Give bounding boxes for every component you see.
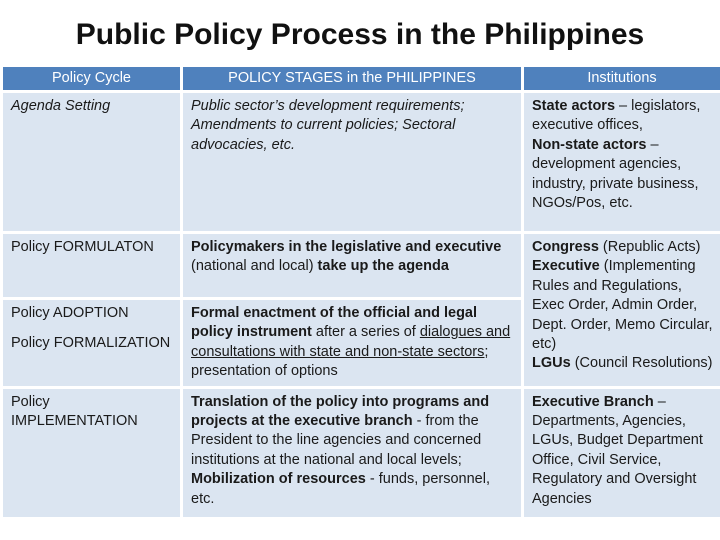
header-policy-cycle: Policy Cycle (3, 67, 180, 90)
stage-implementation-part2: - from the President to the line agencies and concerned institutions at the national and local levels; (191, 413, 482, 468)
stage-implementation-part1: Translation of the policy into programs and projects at the executive branch (191, 393, 490, 430)
stage-adoption (180, 300, 521, 386)
executive-text: (Implementing Rules and Regulations, Exec Order, Admin Order, Dept. Order, Memo Circular, etc) (532, 258, 713, 353)
non-state-actors-label: Non-state actors (532, 136, 647, 153)
lgus-text: (Council Resolutions) (570, 355, 713, 372)
institutions-agenda-setting (521, 93, 720, 231)
stage-adoption-part3: dialogues and consultations with state and non-state sectors; (191, 324, 511, 360)
cycle-formalization-label: Policy FORMALIZATION (11, 335, 171, 352)
stage-implementation (180, 389, 521, 517)
non-state-actors-text: – development agencies, industry, private business, NGOs/Pos, etc. (532, 136, 699, 212)
stage-adoption-part4: presentation of options (191, 363, 338, 380)
executive-branch-text: – Departments, Agencies, LGUs, Budget Department Office, Civil Service, Regulatory and Oversight Agencies (532, 393, 703, 507)
header-policy-stages: POLICY STAGES in the PHILIPPINES (180, 67, 521, 90)
table-row-formulation (3, 234, 720, 297)
state-actors-text: – legislators, executive offices, (532, 98, 701, 134)
state-actors-label: State actors (532, 98, 616, 114)
executive-label: Executive (532, 258, 600, 275)
slide-title: Public Policy Process in the Philippines (75, 18, 645, 51)
header-institutions: Institutions (521, 67, 720, 90)
lgus-label: LGUs (532, 355, 571, 372)
cycle-adoption-label: Policy ADOPTION (11, 305, 129, 321)
table-row-agenda-setting (3, 93, 720, 231)
table-row-implementation (3, 389, 720, 517)
executive-branch-label: Executive Branch (532, 393, 654, 410)
stage-adoption-part2: after a series of (311, 324, 420, 341)
institutions-implementation (521, 389, 720, 517)
cycle-implementation: Policy IMPLEMENTATION (3, 389, 180, 517)
stage-implementation-part4: - funds, personnel, etc. (191, 471, 490, 507)
policy-process-table (3, 64, 720, 520)
stage-formulation-part1: Policymakers in the legislative and executive (191, 239, 502, 255)
stage-formulation (180, 234, 521, 297)
stage-implementation-part3: Mobilization of resources (191, 471, 366, 488)
cycle-agenda-setting: Agenda Setting (3, 93, 180, 231)
stage-formulation-part3: take up the agenda (313, 258, 449, 275)
table-header-row (3, 67, 720, 90)
stage-formulation-part2: (national and local) (191, 258, 314, 275)
institutions-formulation-adoption (521, 234, 720, 386)
stage-adoption-part1: Formal enactment of the official and legal policy instrument (191, 305, 478, 341)
cycle-formulation: Policy FORMULATON (3, 234, 180, 297)
congress-text: (Republic Acts) (598, 239, 701, 255)
congress-label: Congress (532, 239, 599, 255)
stage-agenda-setting: Public sector’s development requirements; Amendments to current policies; Sectoral advocacies, etc. (180, 93, 521, 231)
cycle-adoption (3, 300, 180, 386)
